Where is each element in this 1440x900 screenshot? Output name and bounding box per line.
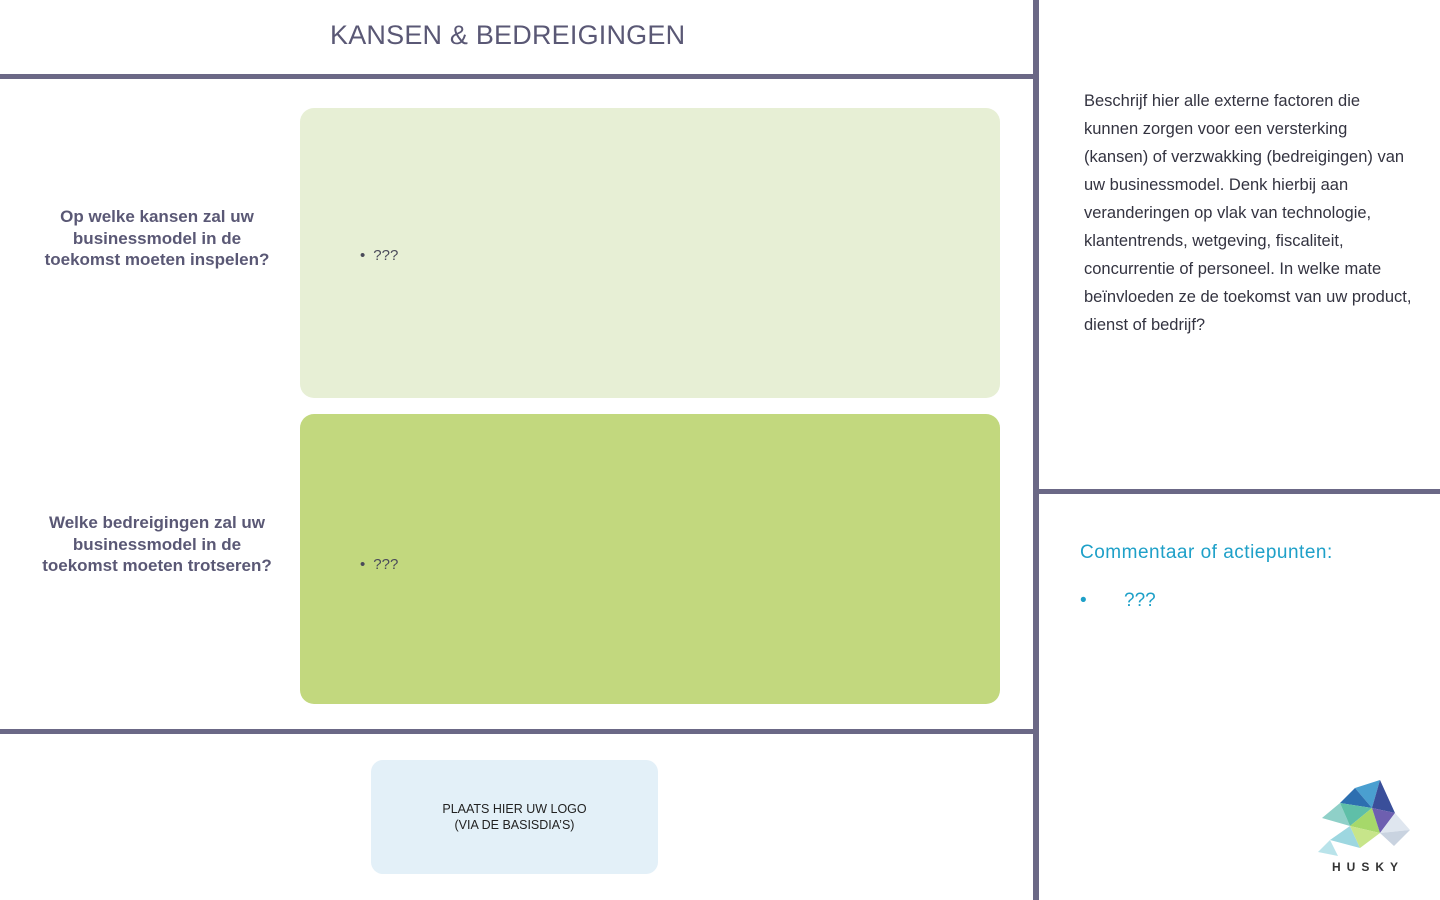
comments-item[interactable] [1080, 590, 1156, 612]
bullet-dot-icon: • [360, 247, 366, 264]
comments-bullet-icon: • [1080, 590, 1087, 611]
bedreigingen-bullet[interactable] [360, 556, 398, 573]
bedreigingen-question: Welke bedreigingen zal uw businessmodel in de toekomst moeten trotseren? [42, 513, 272, 575]
comments-heading: Commentaar of actiepunten: [1080, 542, 1333, 563]
vertical-divider [1033, 0, 1039, 900]
comments-item-text: ??? [1124, 590, 1156, 611]
kansen-panel[interactable] [300, 108, 1000, 398]
logo-placeholder-line1: PLAATS HIER UW LOGO [442, 802, 587, 816]
kansen-question: Op welke kansen zal uw businessmodel in de toekomst moeten inspelen? [44, 207, 270, 269]
title-divider [0, 74, 1036, 79]
page-title: KANSEN & BEDREIGINGEN [330, 20, 686, 50]
husky-wordmark: HUSKY [1331, 860, 1404, 874]
bullet-dot-icon: • [360, 556, 366, 573]
bottom-divider [0, 729, 1036, 734]
bedreigingen-panel[interactable] [300, 414, 1000, 704]
kansen-bullet[interactable] [360, 247, 398, 264]
logo-placeholder-line2: (VIA DE BASISDIA’S) [454, 818, 575, 832]
logo-placeholder[interactable] [371, 760, 658, 874]
description-text: Beschrijf hier alle externe factoren die kunnen zorgen voor een versterking (kansen) of verzwakking (bedreigingen) van uw businessmodel. Denk hierbij aan veranderingen op vlak van technologie, klantentrends, wetgeving, fiscaliteit, concurrentie of personeel. In welke mate beïnvloeden ze de toekomst van uw product, dienst of bedrijf? [1084, 92, 1412, 334]
bedreigingen-bullet-text: ??? [373, 556, 399, 573]
right-divider [1039, 489, 1440, 494]
kansen-bullet-text: ??? [373, 247, 399, 264]
